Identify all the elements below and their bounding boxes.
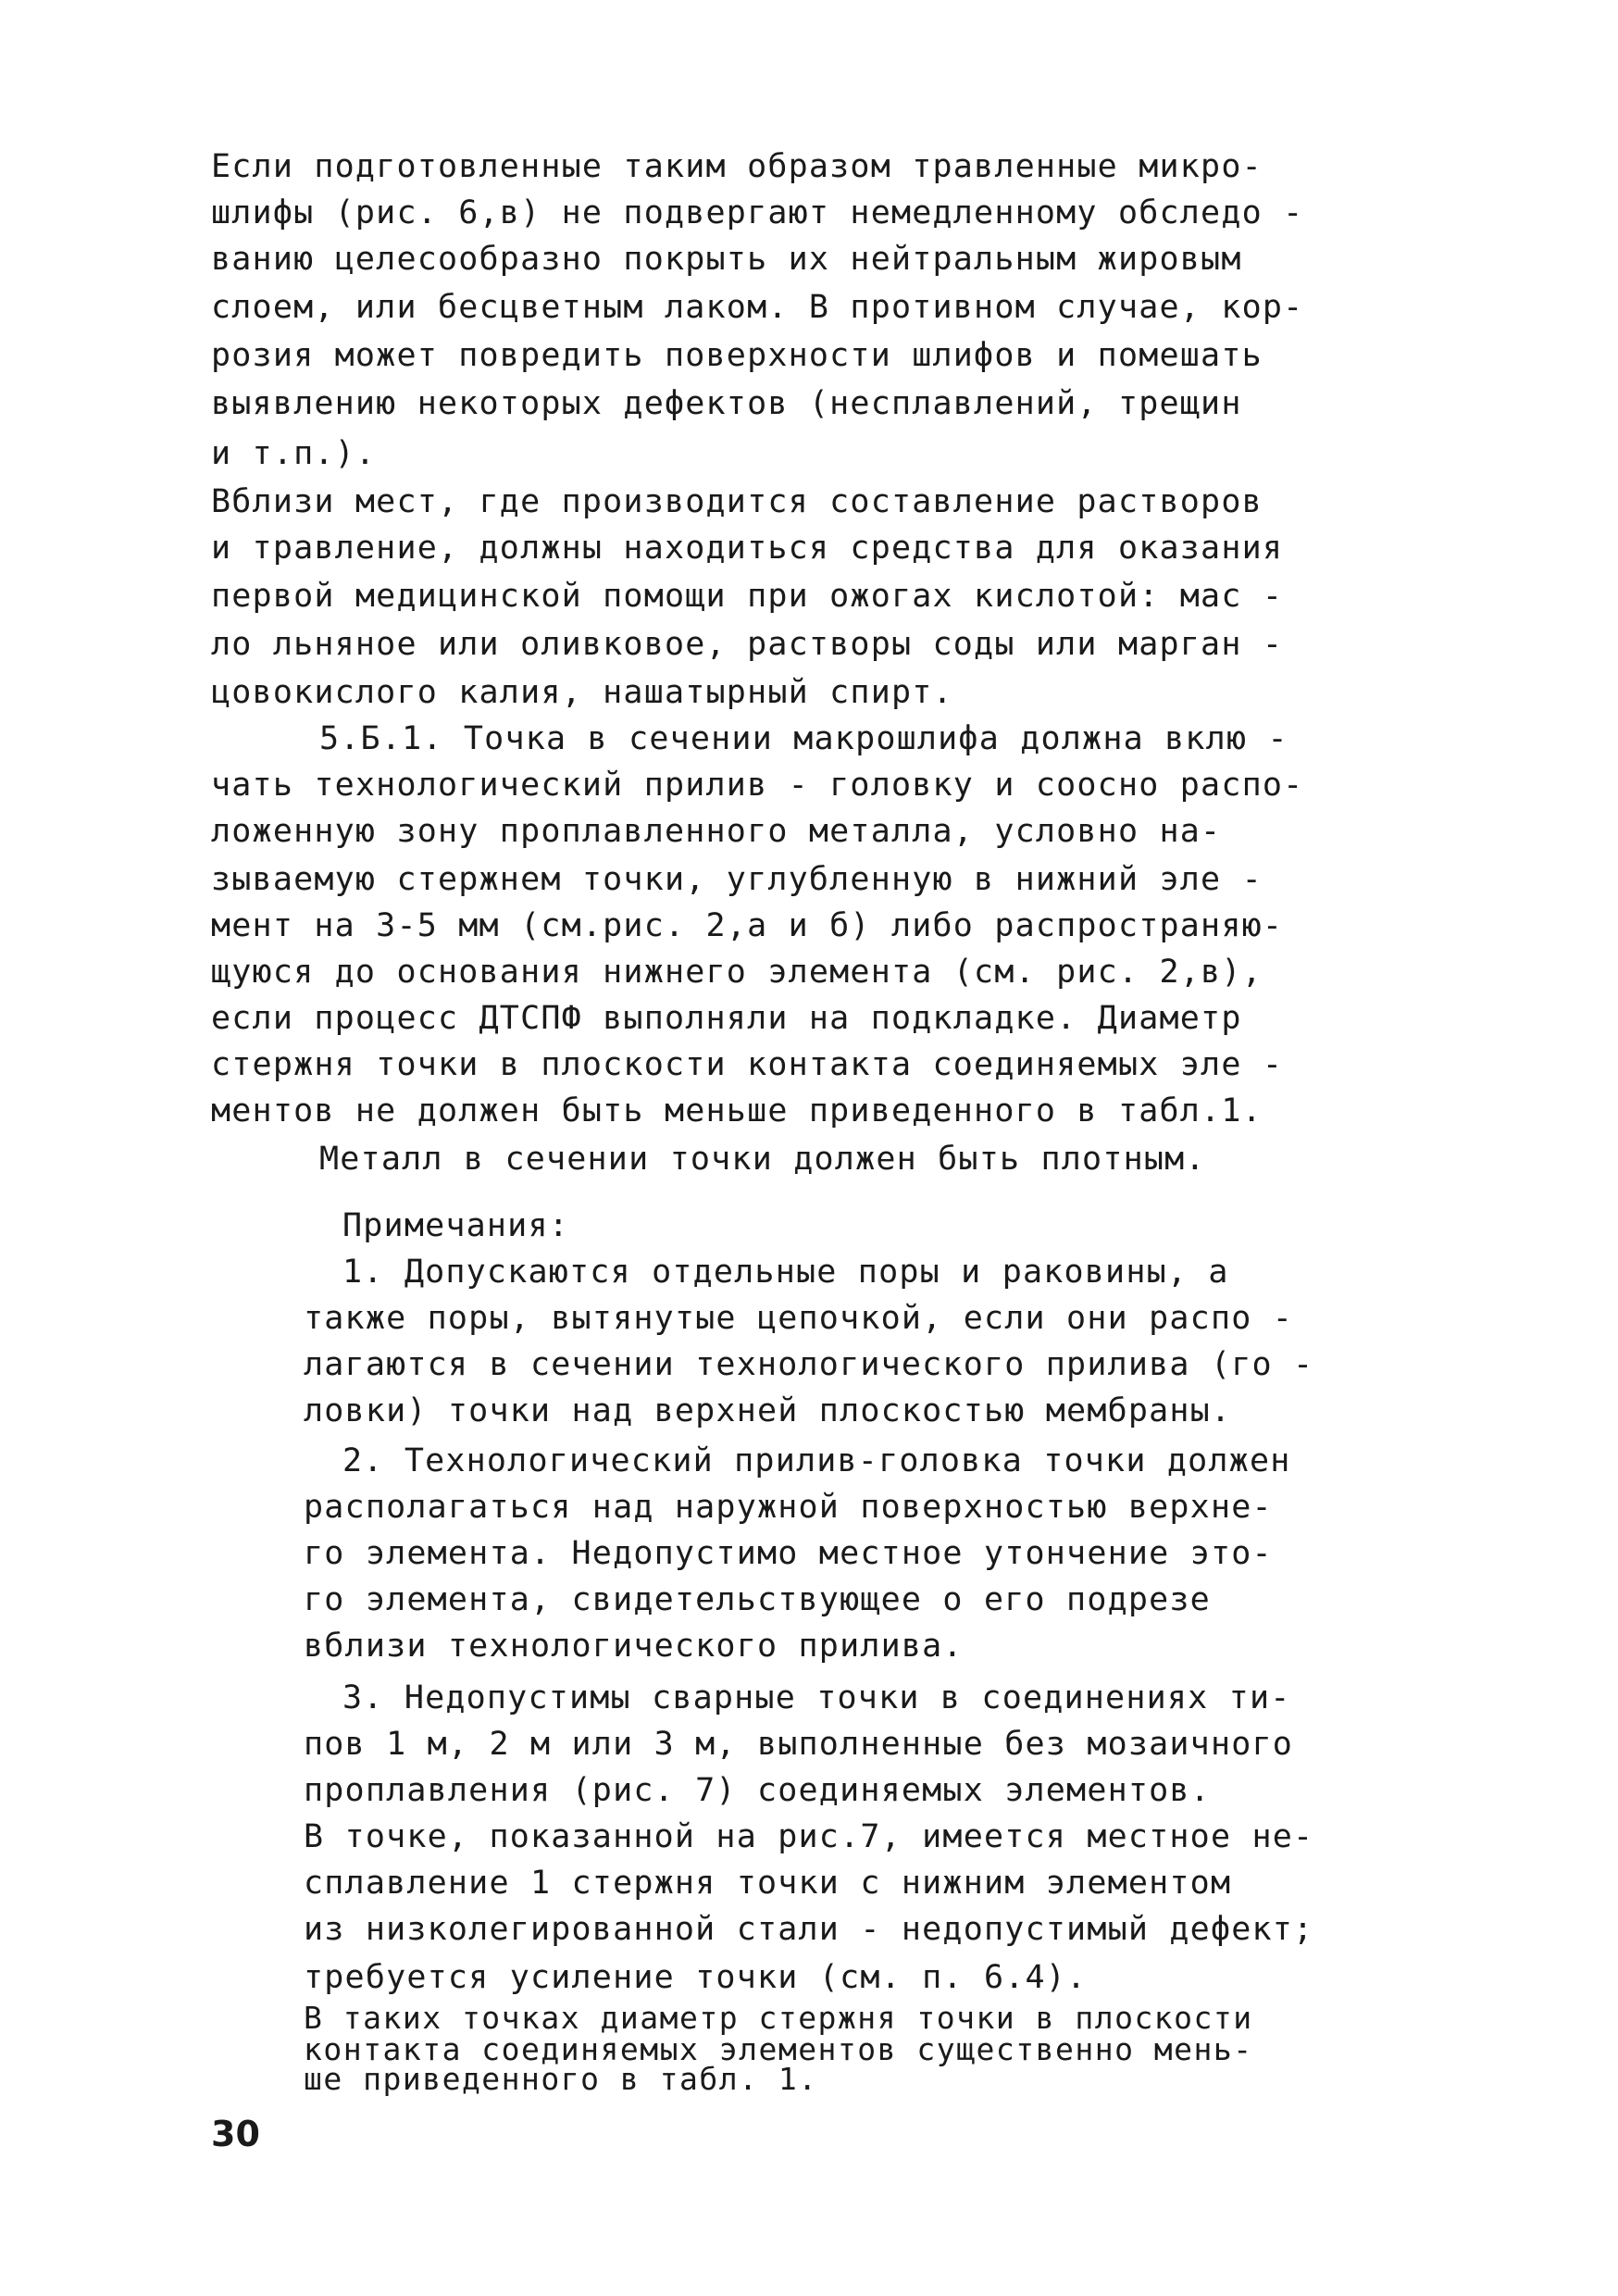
- text-line: ше приведенного в табл. 1.: [304, 2061, 818, 2097]
- text-line: Если подготовленные таким образом травленные микро-: [211, 148, 1263, 185]
- text-line: слоем, или бесцветным лаком. В противном случае, кор-: [211, 289, 1304, 326]
- text-line: лагаются в сечении технологического прилива (го -: [304, 1346, 1314, 1383]
- text-line: также поры, вытянутые цепочкой, если они распо -: [304, 1300, 1294, 1337]
- page-number: 30: [211, 2114, 260, 2154]
- text-line: Вблизи мест, где производится составление растворов: [211, 483, 1263, 520]
- notes-heading: Примечания:: [342, 1207, 569, 1244]
- text-line: шлифы (рис. 6,в) не подвергают немедленному обследо -: [211, 194, 1304, 231]
- text-line: стержня точки в плоскости контакта соединяемых эле -: [211, 1046, 1284, 1083]
- text-line: ловки) точки над верхней плоскостью мембраны.: [304, 1392, 1232, 1429]
- text-line: 1. Допускаются отдельные поры и раковины, а: [342, 1254, 1229, 1291]
- text-line: контакта соединяемых элементов существенно мень-: [304, 2031, 1253, 2067]
- text-line: зываемую стержнем точки, углубленную в нижний эле -: [211, 861, 1263, 898]
- text-line: 2. Технологический прилив-головка точки должен: [342, 1442, 1291, 1479]
- text-line: 5.Б.1. Точка в сечении макрошлифа должна вклю -: [319, 720, 1288, 757]
- text-line: требуется усиление точки (см. п. 6.4).: [304, 1959, 1088, 1996]
- text-line: первой медицинской помощи при ожогах кислотой: мас -: [211, 578, 1284, 615]
- text-line: сплавление 1 стержня точки с нижним элементом: [304, 1865, 1232, 1902]
- text-line: из низколегированной стали - недопустимый дефект;: [304, 1911, 1314, 1948]
- text-line: Металл в сечении точки должен быть плотным.: [319, 1141, 1206, 1178]
- text-line: если процесс ДТСПФ выполняли на подкладке. Диаметр: [211, 1000, 1242, 1037]
- text-line: и травление, должны находиться средства для оказания: [211, 530, 1284, 567]
- text-line: го элемента, свидетельствующее о его подрезе: [304, 1581, 1211, 1618]
- text-line: щуюся до основания нижнего элемента (см. рис. 2,в),: [211, 954, 1263, 991]
- text-line: проплавления (рис. 7) соединяемых элементов.: [304, 1772, 1211, 1809]
- text-line: располагаться над наружной поверхностью верхне-: [304, 1489, 1273, 1526]
- text-line: В таких точках диаметр стержня точки в плоскости: [304, 2000, 1253, 2036]
- text-line: цовокислого калия, нашатырный спирт.: [211, 674, 953, 711]
- text-line: мент на 3-5 мм (см.рис. 2,а и б) либо распространяю-: [211, 907, 1284, 944]
- text-line: и т.п.).: [211, 435, 377, 472]
- text-line: 3. Недопустимы сварные точки в соединениях ти-: [342, 1679, 1291, 1716]
- text-line: ло льняное или оливковое, растворы соды или марган -: [211, 626, 1284, 663]
- text-line: вблизи технологического прилива.: [304, 1628, 964, 1665]
- text-line: выявлению некоторых дефектов (несплавлений, трещин: [211, 385, 1242, 422]
- text-line: В точке, показанной на рис.7, имеется местное не-: [304, 1818, 1314, 1855]
- text-line: чать технологический прилив - головку и соосно распо-: [211, 767, 1304, 804]
- text-line: ванию целесообразно покрыть их нейтральным жировым: [211, 241, 1242, 278]
- text-line: пов 1 м, 2 м или 3 м, выполненные без мозаичного: [304, 1726, 1294, 1763]
- text-line: ментов не должен быть меньше приведенного в табл.1.: [211, 1092, 1263, 1129]
- text-line: розия может повредить поверхности шлифов и помешать: [211, 337, 1263, 374]
- text-line: ложенную зону проплавленного металла, условно на-: [211, 813, 1222, 850]
- text-line: го элемента. Недопустимо местное утончение это-: [304, 1535, 1273, 1572]
